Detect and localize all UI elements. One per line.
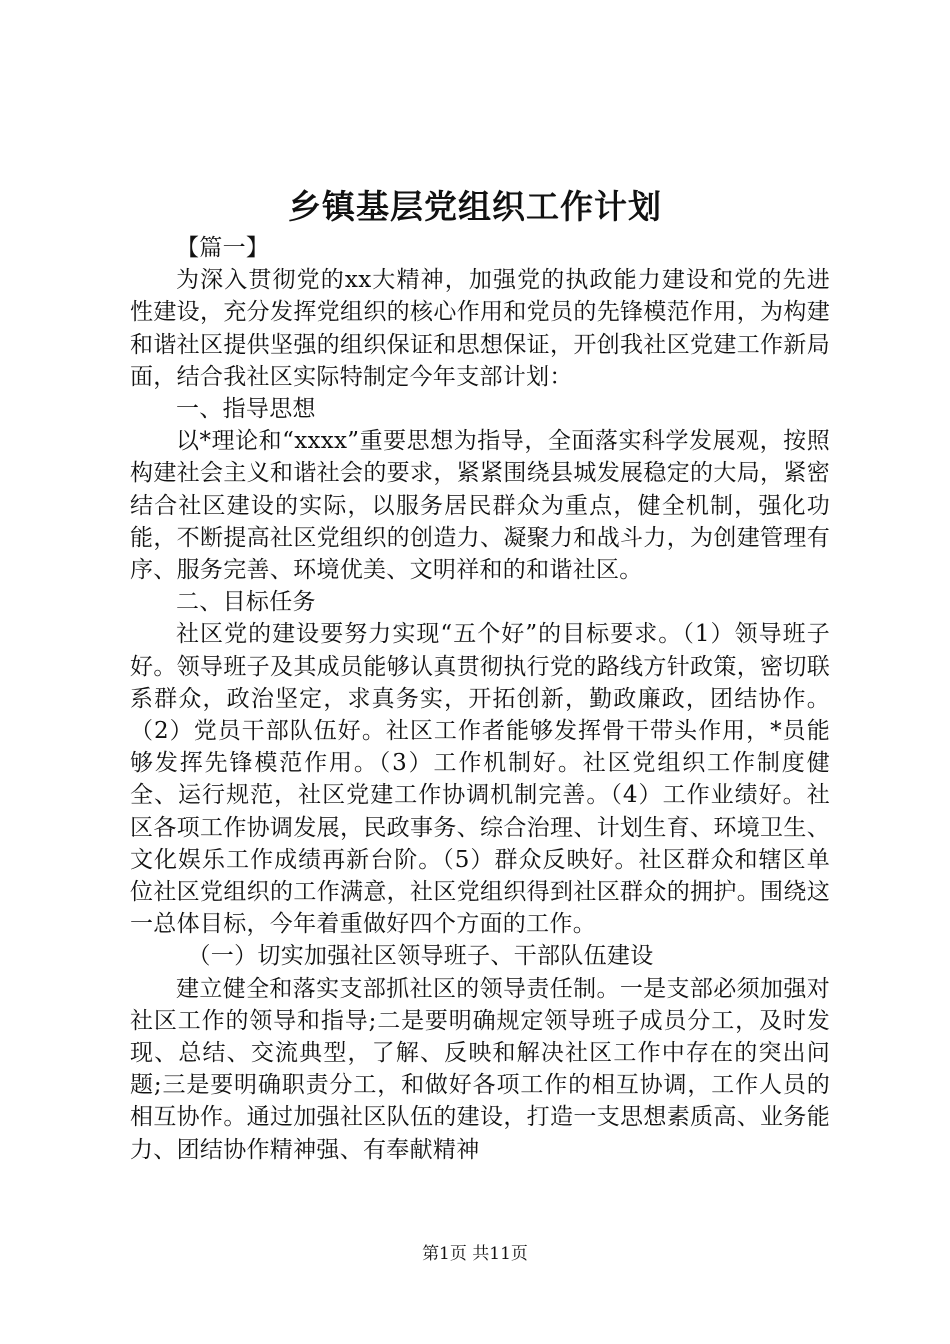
page-total: 共11页 bbox=[472, 1244, 528, 1264]
document-body bbox=[130, 232, 830, 1166]
guiding-thought-paragraph: 以*理论和“xxxx”重要思想为指导，全面落实科学发展观，按照构建社会主义和谐社会的要求，紧紧围绕县城发展稳定的大局，紧密结合社区建设的实际，以服务居民群众为重点，健全机制，强化功能，不断提高社区党组织的创造力、凝聚力和战斗力，为创建管理有序、服务完善、环境优美、文明祥和的和谐社区。 bbox=[130, 428, 830, 584]
section-marker: 【篇一】 bbox=[176, 235, 270, 261]
leadership-paragraph: 建立健全和落实支部抓社区的领导责任制。一是支部必须加强对社区工作的领导和指导;二是要明确规定领导班子成员分工，及时发现、总结、交流典型，了解、反映和解决社区工作中存在的突出问题;三是要明确职责分工，和做好各项工作的相互协调，工作人员的相互协作。通过加强社区队伍的建设，打造一支思想素质高、业务能力、团结协作精神强、有奉献精神 bbox=[130, 975, 830, 1163]
intro-paragraph: 为深入贯彻党的xx大精神，加强党的执政能力建设和党的先进性建设，充分发挥党组织的核心作用和党员的先锋模范作用，为构建和谐社区提供坚强的组织保证和思想保证，开创我社区党建工作新局面，结合我社区实际特制定今年支部计划： bbox=[130, 267, 830, 390]
section-heading-guiding-thought: 一、指导思想 bbox=[176, 396, 316, 423]
goals-paragraph: 社区党的建设要努力实现“五个好”的目标要求。（1）领导班子好。领导班子及其成员能够认真贯彻执行党的路线方针政策，密切联系群众，政治坚定，求真务实，开拓创新，勤政廉政，团结协作。（2）党员干部队伍好。社区工作者能够发挥骨干带头作用，*员能够发挥先锋模范作用。（3）工作机制好。社区党组织工作制度健全、运行规范，社区党建工作协调机制完善。（4）工作业绩好。社区各项工作协调发展，民政事务、综合治理、计划生育、环境卫生、文化娱乐工作成绩再新台阶。（5）群众反映好。社区群众和辖区单位社区党组织的工作满意，社区党组织得到社区群众的拥护。围绕这一总体目标，今年着重做好四个方面的工作。 bbox=[130, 621, 830, 938]
section-heading-goals: 二、目标任务 bbox=[176, 589, 316, 616]
subsection-heading-leadership: （一）切实加强社区领导班子、干部队伍建设 bbox=[187, 943, 654, 970]
document-title: 乡镇基层党组织工作计划 bbox=[288, 187, 662, 226]
page-number: 第1页 bbox=[422, 1244, 467, 1264]
page-footer bbox=[0, 1242, 950, 1266]
